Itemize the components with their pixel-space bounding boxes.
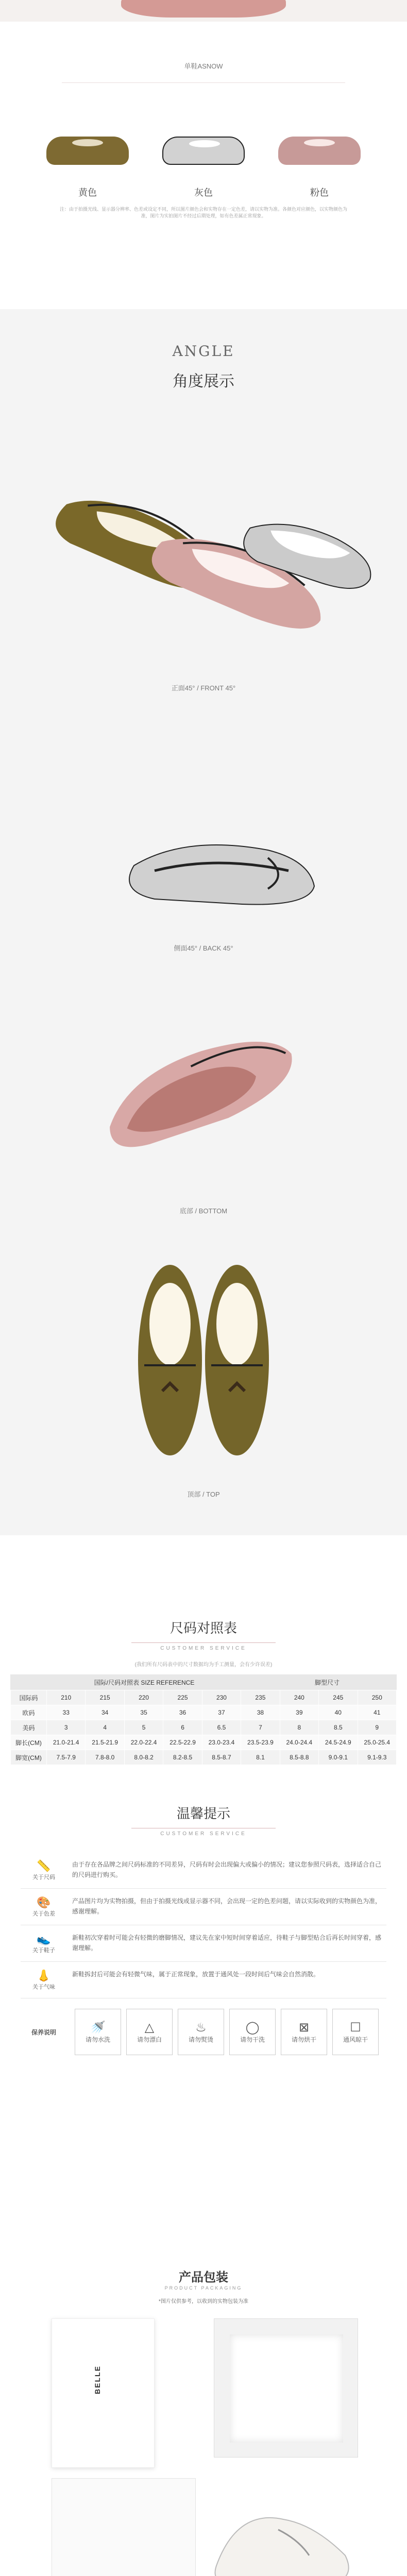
tip-row	[21, 1852, 386, 1889]
angle-title-en: ANGLE	[172, 343, 235, 360]
size-cell: 34	[86, 1705, 124, 1720]
hero-caption: 单鞋ASNOW	[184, 62, 223, 70]
tip-row	[21, 1889, 386, 1925]
tip-text: 由于存在各品牌之间尺码标准的不同差异，尺码有时会出现偏大或偏小的情况；建议您参照尺码表，选择适合自己的尺码进行购买。	[72, 1861, 382, 1878]
foot-header: 脚型尺寸	[314, 1679, 340, 1686]
package-section	[0, 2267, 407, 2576]
size-cell: 9.1-9.3	[358, 1750, 397, 1765]
size-cell: 4	[86, 1720, 124, 1735]
intl-header: 国际/尺码对照表 SIZE REFERENCE	[94, 1679, 195, 1686]
sneaker-image	[196, 2478, 371, 2576]
tip-label: 关于色差	[32, 1911, 55, 1917]
care-text: 请勿漂白	[137, 2036, 162, 2043]
care-text: 请勿干洗	[240, 2036, 265, 2043]
package-note: *图片仅供参考，以收到的实物包装为准	[159, 2299, 248, 2304]
shoe-swatch-yellow	[46, 137, 129, 165]
tip-row	[21, 1925, 386, 1962]
tip-label: 关于气味	[32, 1984, 55, 1990]
angle-view-back	[0, 778, 407, 979]
size-icon: 📏	[37, 1859, 51, 1872]
size-title: 尺码对照表	[169, 1620, 237, 1636]
view-label: 顶部 / TOP	[187, 1490, 220, 1498]
color-option-pink[interactable]	[273, 137, 366, 199]
color-label: 灰色	[194, 188, 213, 198]
size-cell: 8	[280, 1720, 318, 1735]
size-cell: 250	[358, 1690, 397, 1705]
size-cell: 7	[241, 1720, 280, 1735]
size-cell: 33	[47, 1705, 86, 1720]
color-label: 粉色	[310, 188, 329, 198]
tip-text: 产品图片均为实物拍摄，但由于拍摄光线或显示器不同，会出现一定的色差问题，请以实际收到的实物颜色为准，感谢理解。	[72, 1897, 382, 1915]
tip-label-box	[21, 1896, 67, 1918]
row-label: 脚长(CM)	[11, 1735, 47, 1750]
tip-label: 关于尺码	[32, 1874, 55, 1880]
size-cell: 245	[319, 1690, 358, 1705]
color-note: 注：由于拍摄光线、显示器分辨率、色差或设定不同，所以图片颜色会和实物存在一定色差，请以实物为准。各颜色对应颜色，以实物颜色为准，图片为实拍图片不经过后期处理，如有色差属正常现象。	[59, 207, 347, 218]
size-cell: 8.1	[241, 1750, 280, 1765]
tips-subtitle: CUSTOMER SERVICE	[160, 1831, 247, 1837]
no-iron-icon: ♨	[195, 2021, 207, 2035]
size-cell: 9.0-9.1	[319, 1750, 358, 1765]
care-text: 通风晾干	[343, 2036, 368, 2043]
care-icons	[67, 2009, 386, 2055]
size-cell: 23.0-23.4	[202, 1735, 241, 1750]
color-option-gray[interactable]	[157, 137, 250, 199]
tips-title: 温馨提示	[176, 1806, 230, 1821]
care-label: 保养说明	[31, 2028, 56, 2036]
front-shoes-image	[0, 464, 407, 670]
care-item	[229, 2009, 276, 2055]
angle-view-top	[0, 1247, 407, 1535]
size-cell: 6	[163, 1720, 202, 1735]
size-cell: 8.2-8.5	[163, 1750, 202, 1765]
package-title: 产品包装	[179, 2270, 228, 2284]
size-cell: 23.5-23.9	[241, 1735, 280, 1750]
angle-view-bottom	[0, 979, 407, 1247]
size-cell: 24.0-24.4	[280, 1735, 318, 1750]
size-cell: 24.5-24.9	[319, 1735, 358, 1750]
size-table-header	[10, 1674, 397, 1690]
shoe-swatch-gray	[162, 137, 245, 165]
angle-view-front	[0, 443, 407, 778]
care-item	[332, 2009, 379, 2055]
size-cell: 9	[358, 1720, 397, 1735]
air-dry-icon: ☐	[350, 2021, 361, 2035]
tips-list	[21, 1852, 386, 2065]
row-label: 脚宽(CM)	[11, 1750, 47, 1765]
shoe-bag	[52, 2478, 196, 2576]
care-text: 请勿烘干	[291, 2036, 316, 2043]
shoe-box-front	[52, 2318, 155, 2468]
angle-title-cn: 角度展示	[173, 372, 234, 391]
view-label: 正面45° / FRONT 45°	[171, 684, 236, 692]
tip-text: 新鞋拆封后可能会有轻微气味，属于正常现象，放置于通风处一段时间后气味会自然消散。	[72, 1971, 320, 1978]
back-shoes-image	[0, 793, 407, 938]
care-item	[75, 2009, 121, 2055]
size-cell: 38	[241, 1705, 280, 1720]
no-tumble-dry-icon: ⊠	[298, 2021, 310, 2035]
size-cell: 240	[280, 1690, 318, 1705]
tip-label-box	[21, 1933, 67, 1954]
shoe-box-open	[214, 2318, 358, 2458]
tip-label-box	[21, 1859, 67, 1881]
size-cell: 8.5-8.8	[280, 1750, 318, 1765]
row-label: 国际码	[11, 1690, 47, 1705]
size-cell: 8.0-8.2	[124, 1750, 163, 1765]
size-table	[10, 1674, 397, 1765]
size-cell: 7.5-7.9	[47, 1750, 86, 1765]
care-text: 请勿熨烫	[188, 2036, 213, 2043]
size-cell: 22.5-22.9	[163, 1735, 202, 1750]
angle-header	[0, 309, 407, 443]
tip-label: 关于鞋子	[32, 1947, 55, 1954]
tip-row	[21, 1962, 386, 1998]
size-subtitle: CUSTOMER SERVICE	[160, 1646, 247, 1651]
color-swatches	[41, 137, 366, 199]
size-cell: 36	[163, 1705, 202, 1720]
size-cell: 21.5-21.9	[86, 1735, 124, 1750]
box-brand: BELLE	[93, 2365, 101, 2394]
row-label: 欧码	[11, 1705, 47, 1720]
care-item	[126, 2009, 173, 2055]
size-cell: 25.0-25.4	[358, 1735, 397, 1750]
top-section	[0, 0, 407, 227]
size-cell: 5	[124, 1720, 163, 1735]
size-cell: 41	[358, 1705, 397, 1720]
care-text: 请勿水洗	[85, 2036, 110, 2043]
size-cell: 21.0-21.4	[47, 1735, 86, 1750]
size-cell: 8.5	[319, 1720, 358, 1735]
no-wash-icon: 🚿	[90, 2021, 106, 2035]
divider	[62, 82, 345, 83]
size-cell: 37	[202, 1705, 241, 1720]
hero-shoe	[121, 0, 286, 18]
size-section	[0, 1613, 407, 1777]
tips-section	[0, 1803, 407, 2164]
size-cell: 220	[124, 1690, 163, 1705]
size-cell: 230	[202, 1690, 241, 1705]
top-shoes-image	[0, 1257, 407, 1473]
package-subtitle: PRODUCT PACKAGING	[164, 2285, 243, 2291]
color-option-yellow[interactable]	[41, 137, 134, 199]
size-cell: 6.5	[202, 1720, 241, 1735]
color-label: 黄色	[78, 188, 97, 198]
no-dryclean-icon: ◯	[245, 2021, 260, 2035]
color-icon: 🎨	[37, 1896, 51, 1909]
size-cell: 215	[86, 1690, 124, 1705]
shoe-swatch-pink	[278, 137, 361, 165]
care-item	[281, 2009, 327, 2055]
title-rule	[131, 1642, 276, 1643]
size-grid	[10, 1690, 397, 1765]
size-cell: 22.0-22.4	[124, 1735, 163, 1750]
smell-icon: 👃	[37, 1969, 51, 1982]
bottom-shoes-image	[0, 989, 407, 1195]
care-item	[178, 2009, 224, 2055]
tip-text: 新鞋初次穿着时可能会有轻微的磨脚情况，建议先在家中短时间穿着适应，待鞋子与脚型贴合后再长时间穿着，感谢理解。	[72, 1934, 382, 1952]
tip-label-box	[21, 1969, 67, 1991]
row-label: 美码	[11, 1720, 47, 1735]
size-cell: 235	[241, 1690, 280, 1705]
size-cell: 40	[319, 1705, 358, 1720]
size-cell: 35	[124, 1705, 163, 1720]
view-label: 底部 / BOTTOM	[179, 1207, 228, 1215]
size-cell: 39	[280, 1705, 318, 1720]
size-cell: 210	[47, 1690, 86, 1705]
size-cell: 3	[47, 1720, 86, 1735]
box-inner	[230, 2334, 343, 2443]
care-row	[21, 1998, 386, 2065]
shoe-icon: 👟	[37, 1933, 51, 1945]
view-label: 侧面45° / BACK 45°	[174, 944, 233, 952]
no-bleach-icon: △	[144, 2021, 155, 2035]
size-cell: 8.5-8.7	[202, 1750, 241, 1765]
size-note: (我们所有尺码表中的尺寸数据均为手工测量，会有少许误差)	[134, 1662, 273, 1668]
size-cell: 7.8-8.0	[86, 1750, 124, 1765]
size-cell: 225	[163, 1690, 202, 1705]
